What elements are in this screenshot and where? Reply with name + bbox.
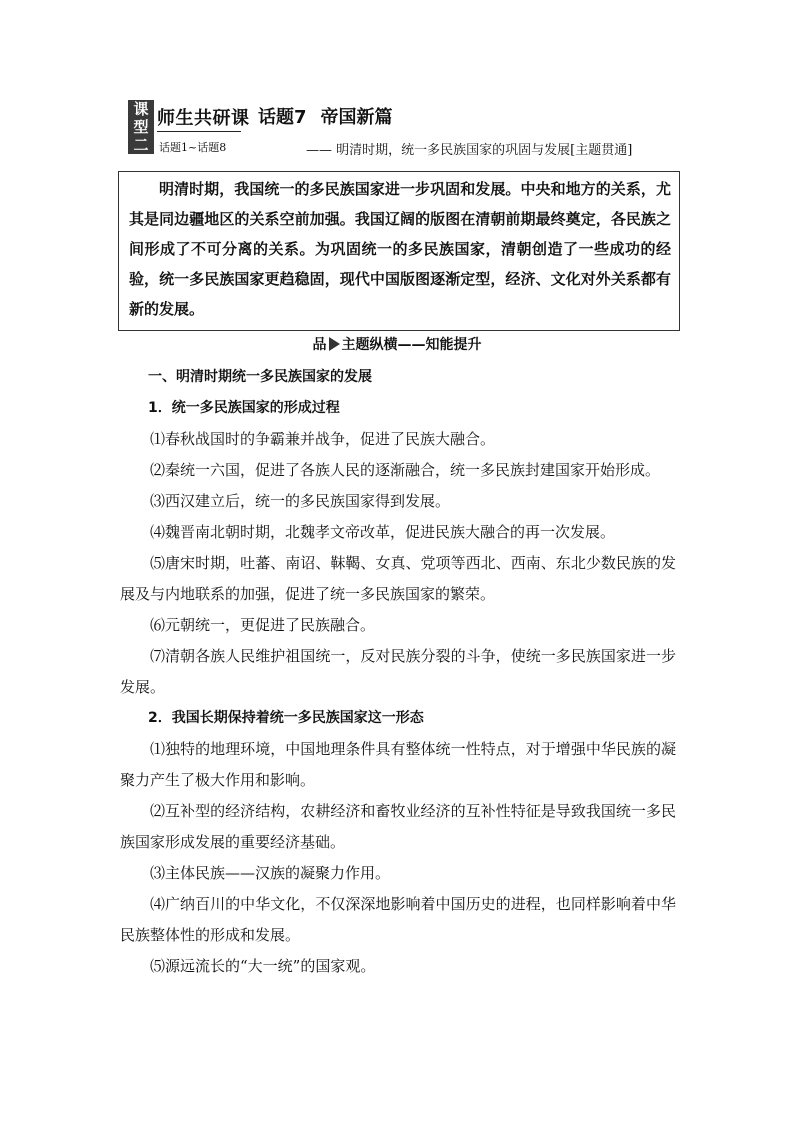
badge-char: 课 [133,100,149,118]
lesson-mode-label: 师生共研课 [157,108,250,129]
list-item: ⑹元朝统一，更促进了民族融合。 [150,616,376,634]
section-heading [0,334,794,354]
list-item: ⑵互补型的经济结构，农耕经济和畜牧业经济的互补性特征是导致我国统一多民族国家形成发展的重要经济基础。 [120,802,676,851]
badge-char: 二 [133,136,149,154]
list-item: ⑴春秋战国时的争霸兼并战争，促进了民族大融合。 [150,430,496,448]
list-item: ⑷广纳百川的中华文化，不仅深深地影响着中国历史的进程，也同样影响着中华民族整体性的形成和发展。 [120,895,676,944]
topic-number: 话题7 [258,107,307,128]
main-content [120,362,676,982]
list-item: ⑸源远流长的“大一统”的国家观。 [150,957,376,975]
section-prefix: 品 [312,337,327,353]
section-title: 主题纵横——知能提升 [341,337,482,353]
heading-level-2: 2．我国长期保持着统一多民族国家这一形态 [148,710,424,726]
heading-level-2: 1．统一多民族国家的形成过程 [148,400,340,416]
lesson-type-badge [128,100,154,154]
topic-heading [258,103,393,129]
mode-divider [157,131,241,132]
list-item: ⑶西汉建立后，统一的多民族国家得到发展。 [150,492,451,510]
list-item: ⑴独特的地理环境，中国地理条件具有整体统一性特点，对于增强中华民族的凝聚力产生了极大作用和影响。 [120,740,676,789]
list-item: ⑸唐宋时期，吐蕃、南诏、靺鞨、女真、党项等西北、西南、东北少数民族的发展及与内地联系的加强，促进了统一多民族国家的繁荣。 [120,554,676,603]
topic-range: 话题1~话题8 [159,141,227,154]
topic-subtitle: —— 明清时期，统一多民族国家的巩固与发展[主题贯通] [306,143,633,158]
intro-text: 明清时期，我国统一的多民族国家进一步巩固和发展。中央和地方的关系，尤其是同边疆地区的关系空前加强。我国辽阔的版图在清朝前期最终奠定，各民族之间形成了不可分离的关系。为巩固统一的多民族国家，清朝创造了一些成功的经验，统一多民族国家更趋稳固，现代中国版图逐渐定型，经济、文化对外关系都有新的发展。 [129,180,671,318]
list-item: ⑷魏晋南北朝时期，北魏孝文帝改革，促进民族大融合的再一次发展。 [150,523,616,541]
play-arrow-icon [329,337,340,351]
list-item: ⑵秦统一六国，促进了各族人民的逐渐融合，统一多民族封建国家开始形成。 [150,461,661,479]
topic-title: 帝国新篇 [320,107,393,128]
list-item: ⑶主体民族——汉族的凝聚力作用。 [150,864,391,882]
badge-char: 型 [133,118,149,136]
list-item: ⑺清朝各族人民维护祖国统一，反对民族分裂的斗争，使统一多民族国家进一步发展。 [120,647,676,696]
intro-box [118,171,680,331]
heading-level-1: 一、明清时期统一多民族国家的发展 [148,369,372,385]
